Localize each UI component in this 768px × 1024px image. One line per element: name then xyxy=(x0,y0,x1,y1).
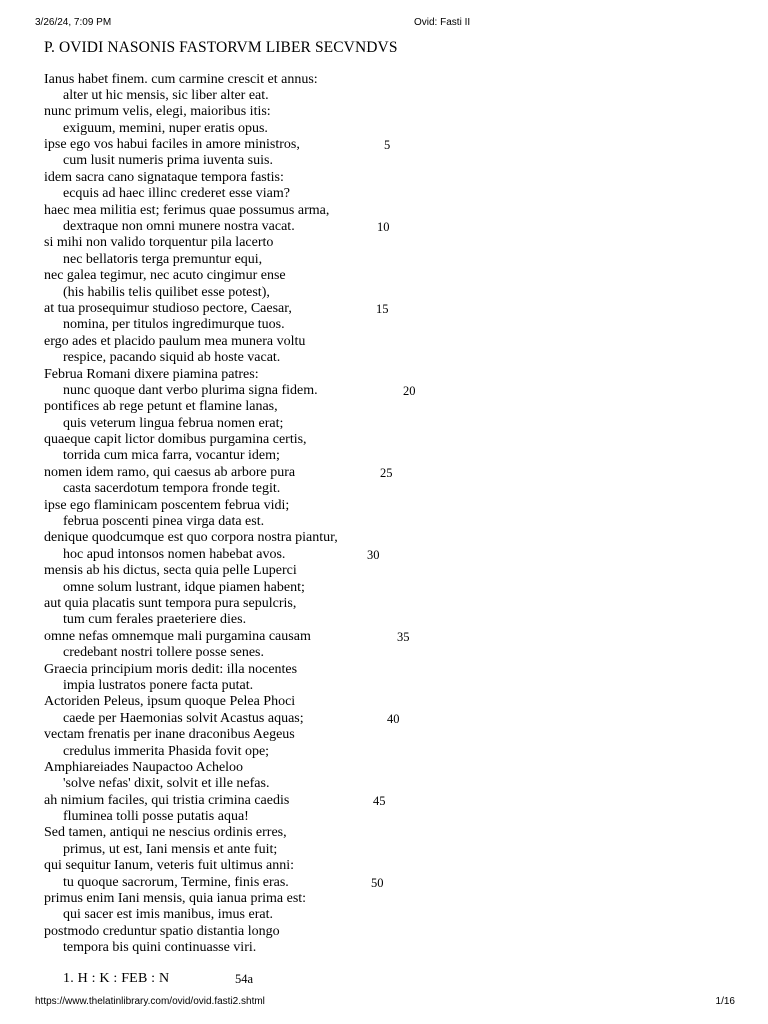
verse-line xyxy=(44,678,744,694)
verse-line xyxy=(44,645,744,661)
verse-text: Amphiareiades Naupactoo Acheloo xyxy=(44,759,244,775)
verse-line xyxy=(44,72,744,88)
verse-line xyxy=(44,399,744,415)
verse-line xyxy=(44,547,744,563)
verse-text: nomen idem ramo, qui caesus ab arbore pura xyxy=(44,464,296,480)
line-number: 30 xyxy=(367,547,380,562)
print-header xyxy=(0,17,768,31)
verse-text: torrida cum mica farra, vocantur idem; xyxy=(63,448,280,464)
verse-text: primus, ut est, Iani mensis et ante fuit; xyxy=(63,841,278,857)
verse-line xyxy=(44,514,744,530)
line-number: 15 xyxy=(376,301,389,316)
line-number: 50 xyxy=(371,875,384,890)
line-number: 25 xyxy=(380,465,393,480)
verse-line xyxy=(44,711,744,727)
verse-line xyxy=(44,448,744,464)
verse-line xyxy=(44,629,744,645)
verse-text: mensis ab his dictus, secta quia pelle Luperci xyxy=(44,563,297,579)
verse-line xyxy=(44,252,744,268)
verse-text: ipse ego vos habui faciles in amore ministros, xyxy=(44,137,300,153)
verse-line xyxy=(44,301,744,317)
verse-text: vectam frenatis per inane draconibus Aegeus xyxy=(44,727,295,743)
verse-text: qui sacer est imis manibus, imus erat. xyxy=(63,907,273,923)
verse-text: nunc quoque dant verbo plurima signa fidem. xyxy=(63,382,318,398)
verse-text: 'solve nefas' dixit, solvit et ille nefas. xyxy=(63,776,270,792)
verse-text: impia lustratos ponere facta putat. xyxy=(63,677,254,693)
verse-line xyxy=(44,825,744,841)
print-datetime: 3/26/24, 7:09 PM xyxy=(35,17,112,28)
line-number: 40 xyxy=(387,711,400,726)
verse-line xyxy=(44,465,744,481)
verse-line xyxy=(44,612,744,628)
verse-line xyxy=(44,596,744,612)
verse-text: Actoriden Peleus, ipsum quoque Pelea Phoci xyxy=(44,694,296,710)
line-number: 5 xyxy=(384,138,391,153)
print-footer xyxy=(0,996,768,1010)
verse-text: omne solum lustrant, idque piamen habent; xyxy=(63,579,305,595)
verse-text: hoc apud intonsos nomen habebat avos. xyxy=(63,546,286,562)
verse-line xyxy=(44,760,744,776)
verse-line xyxy=(44,875,744,891)
calendar-subsection xyxy=(63,970,254,988)
verse-text: nunc primum velis, elegi, maioribus itis: xyxy=(44,104,271,120)
verse-text: Sed tamen, antiqui ne nescius ordinis erres, xyxy=(44,825,287,841)
verse-line xyxy=(44,334,744,350)
verse-line xyxy=(44,481,744,497)
verse-text: cum lusit numeris prima iuventa suis. xyxy=(63,153,273,169)
verse-text: alter ut hic mensis, sic liber alter eat. xyxy=(63,87,269,103)
verse-line xyxy=(44,842,744,858)
line-number: 54a xyxy=(235,972,254,986)
verse-line xyxy=(44,235,744,251)
verse-text: februa poscenti pinea virga data est. xyxy=(63,514,265,530)
verse-line xyxy=(44,317,744,333)
verse-line xyxy=(44,137,744,153)
line-number: 10 xyxy=(377,220,390,235)
verse-text: postmodo creduntur spatio distantia longo xyxy=(44,923,280,939)
verse-line xyxy=(44,203,744,219)
verse-text: Februa Romani dixere piamina patres: xyxy=(44,366,259,382)
verse-line xyxy=(44,383,744,399)
verse-line xyxy=(44,153,744,169)
verse-text: credulus immerita Phasida fovit ope; xyxy=(63,743,270,759)
verse-text: caede per Haemonias solvit Acastus aquas; xyxy=(63,710,304,726)
verse-text: Ianus habet finem. cum carmine crescit et annus: xyxy=(44,71,318,87)
verse-text: quaeque capit lictor domibus purgamina certis, xyxy=(44,432,307,448)
verse-line xyxy=(44,121,744,137)
verse-text: qui sequitur Ianum, veteris fuit ultimus anni: xyxy=(44,858,295,874)
verse-line xyxy=(44,432,744,448)
verse-text: idem sacra cano signataque tempora fastis: xyxy=(44,169,284,185)
poem-text xyxy=(44,72,744,957)
verse-line xyxy=(44,498,744,514)
verse-text: aut quia placatis sunt tempora pura sepulcris, xyxy=(44,596,297,611)
verse-line xyxy=(44,858,744,874)
verse-line xyxy=(44,170,744,186)
verse-text: ergo ades et placido paulum mea munera voltu xyxy=(44,333,306,349)
line-number: 45 xyxy=(373,793,386,808)
verse-text: dextraque non omni munere nostra vacat. xyxy=(63,219,295,235)
verse-line xyxy=(44,662,744,678)
verse-text: at tua prosequimur studioso pectore, Caesar, xyxy=(44,300,292,316)
verse-text: tempora bis quini continuasse viri. xyxy=(63,940,257,956)
verse-text: nec bellatoris terga premuntur equi, xyxy=(63,251,263,267)
verse-line xyxy=(44,268,744,284)
verse-line xyxy=(44,219,744,235)
verse-text: nomina, per titulos ingredimurque tuos. xyxy=(63,317,285,333)
verse-line xyxy=(44,104,744,120)
verse-text: respice, pacando siquid ab hoste vacat. xyxy=(63,350,281,366)
verse-text: tum cum ferales praeteriere dies. xyxy=(63,612,247,628)
verse-line xyxy=(44,744,744,760)
verse-line xyxy=(44,88,744,104)
calendar-code: 1. H : K : FEB : N xyxy=(63,971,170,986)
verse-line xyxy=(44,793,744,809)
verse-text: denique quodcumque est quo corpora nostra piantur, xyxy=(44,530,338,546)
verse-line xyxy=(44,694,744,710)
print-page-title: Ovid: Fasti II xyxy=(414,17,471,28)
verse-line xyxy=(44,891,744,907)
verse-text: si mihi non valido torquentur pila lacerto xyxy=(44,235,274,251)
verse-line xyxy=(44,563,744,579)
verse-text: tu quoque sacrorum, Termine, finis eras. xyxy=(63,874,289,890)
verse-line xyxy=(44,350,744,366)
verse-text: Graecia principium moris dedit: illa nocentes xyxy=(44,661,298,677)
book-title: P. OVIDI NASONIS FASTORVM LIBER SECVNDVS xyxy=(44,39,398,56)
verse-text: nec galea tegimur, nec acuto cingimur ense xyxy=(44,268,286,284)
verse-line xyxy=(44,727,744,743)
verse-text: fluminea tolli posse putatis aqua! xyxy=(63,809,249,825)
verse-line xyxy=(44,186,744,202)
verse-text: ecquis ad haec illinc crederet esse viam? xyxy=(63,186,290,202)
verse-text: casta sacerdotum tempora fronde tegit. xyxy=(63,481,281,497)
verse-text: primus enim Iani mensis, quia ianua prima est: xyxy=(44,891,307,907)
verse-text: haec mea militia est; ferimus quae possumus arma, xyxy=(44,202,330,218)
verse-text: ipse ego flaminicam poscentem februa vidi; xyxy=(44,497,290,513)
verse-line xyxy=(44,580,744,596)
verse-text: pontifices ab rege petunt et flamine lanas, xyxy=(44,399,278,415)
verse-text: quis veterum lingua februa nomen erat; xyxy=(63,415,284,431)
verse-text: (his habilis telis quilibet esse potest), xyxy=(63,284,270,300)
source-url[interactable]: https://www.thelatinlibrary.com/ovid/ovid.fasti2.shtml xyxy=(35,996,265,1007)
verse-line xyxy=(44,367,744,383)
verse-text: omne nefas omnemque mali purgamina causam xyxy=(44,628,311,644)
verse-line xyxy=(44,285,744,301)
verse-line xyxy=(44,776,744,792)
verse-text: credebant nostri tollere posse senes. xyxy=(63,645,264,661)
line-number: 35 xyxy=(397,629,410,644)
verse-line xyxy=(44,416,744,432)
verse-line xyxy=(44,940,744,956)
verse-line xyxy=(44,809,744,825)
verse-text: exiguum, memini, nuper eratis opus. xyxy=(63,120,268,136)
page-counter: 1/16 xyxy=(715,996,735,1007)
verse-text: ah nimium faciles, qui tristia crimina caedis xyxy=(44,792,290,808)
line-number: 20 xyxy=(403,383,416,398)
verse-line xyxy=(44,924,744,940)
verse-line xyxy=(44,907,744,923)
verse-line xyxy=(44,530,744,546)
